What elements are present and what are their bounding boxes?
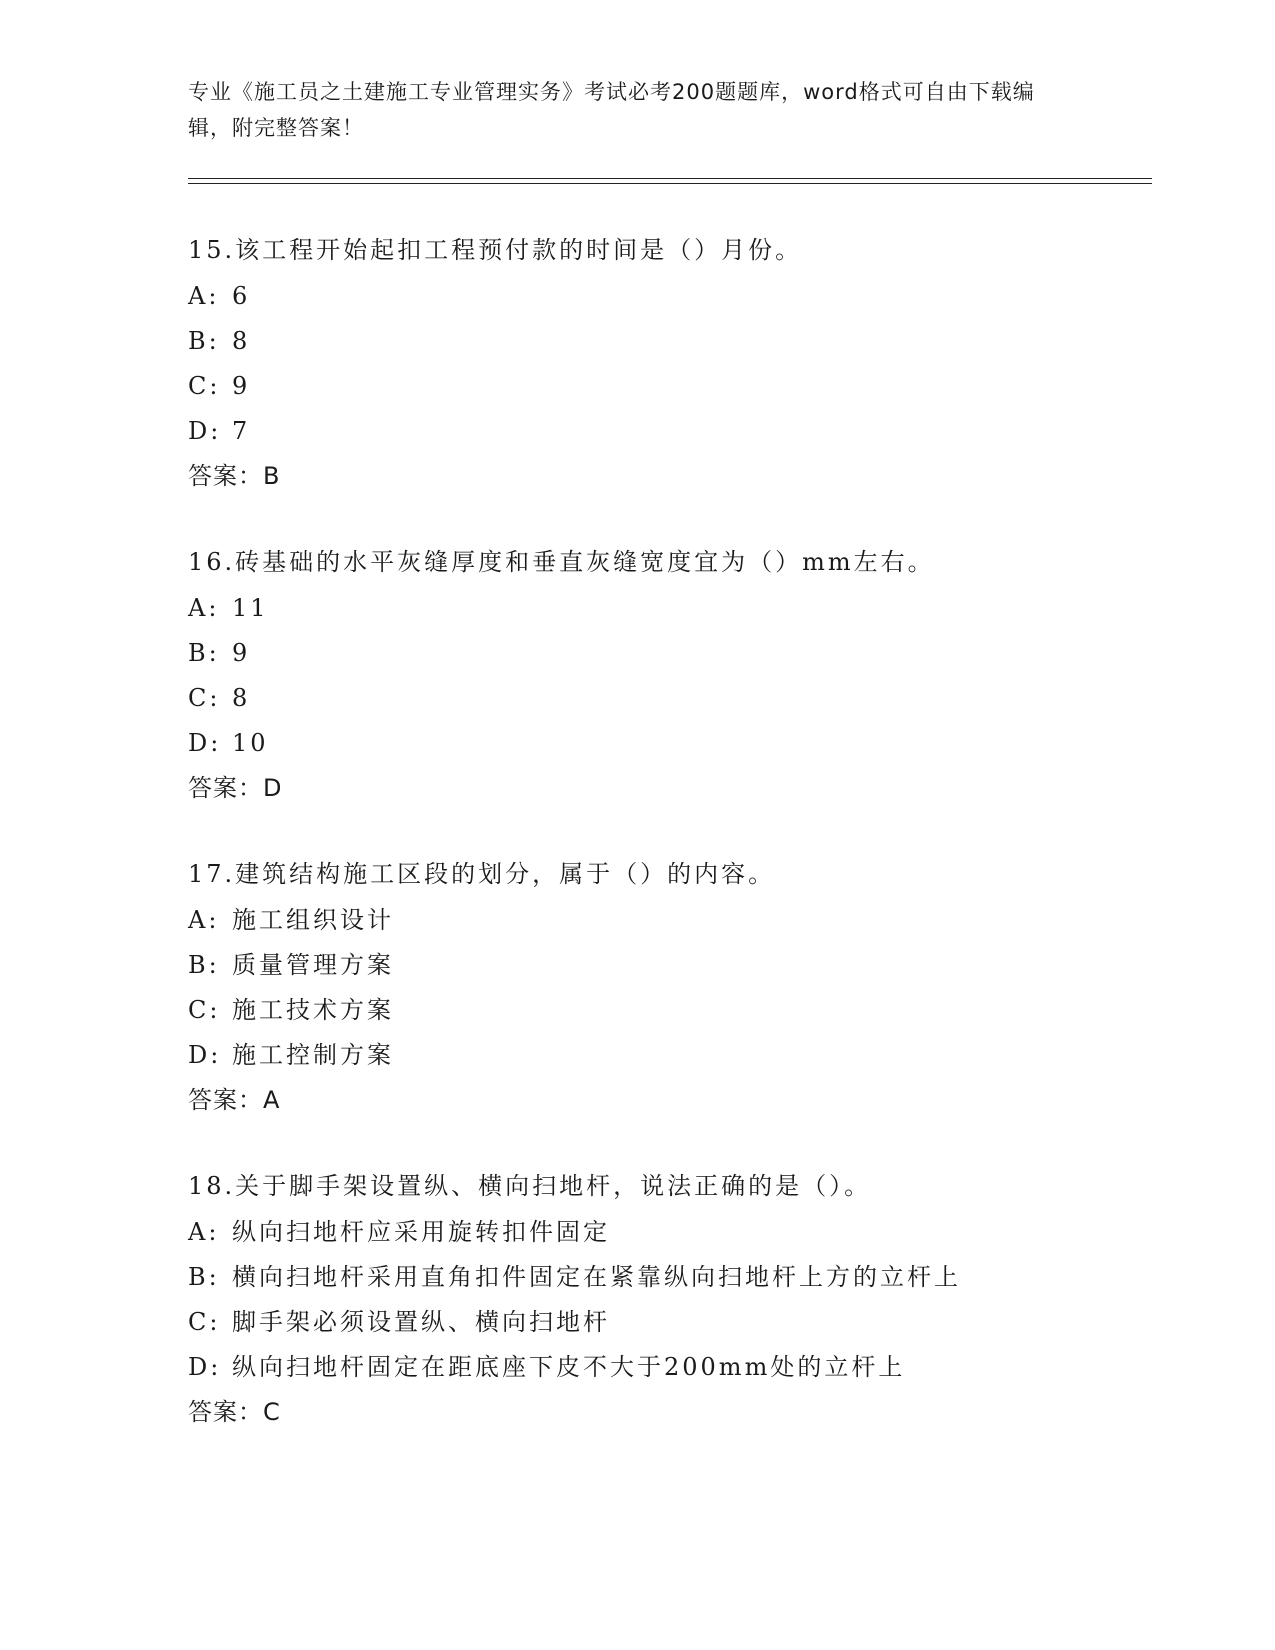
option-a: [188, 280, 1148, 325]
header-divider-bottom: [188, 183, 1152, 184]
question-16: [188, 546, 1148, 808]
option-text: 8: [232, 327, 251, 355]
option-a: [188, 592, 1148, 637]
option-key: D:: [188, 1353, 222, 1381]
option-key: B:: [188, 327, 220, 355]
question-stem: 18.关于脚手架设置纵、横向扫地杆，说法正确的是（）。: [188, 1172, 872, 1200]
option-key: C:: [188, 684, 221, 712]
answer-line: 答案：D: [188, 774, 283, 802]
option-b: [188, 1261, 1148, 1306]
question-stem: 15.该工程开始起扣工程预付款的时间是（）月份。: [188, 236, 803, 264]
option-text: 脚手架必须设置纵、横向扫地杆: [232, 1308, 610, 1336]
option-key: A:: [188, 1218, 220, 1246]
option-text: 纵向扫地杆固定在距底座下皮不大于200mm处的立杆上: [232, 1353, 906, 1381]
answer-line: 答案：B: [188, 462, 281, 490]
option-text: 10: [232, 729, 269, 757]
option-b: [188, 325, 1148, 370]
answer-line: 答案：C: [188, 1398, 281, 1426]
option-key: C:: [188, 996, 221, 1024]
question-18: [188, 1170, 1148, 1432]
option-text: 9: [232, 639, 251, 667]
option-text: 7: [232, 417, 251, 445]
option-c: [188, 370, 1148, 415]
option-key: A:: [188, 594, 220, 622]
option-d: [188, 727, 1148, 772]
question-stem: 17.建筑结构施工区段的划分，属于（）的内容。: [188, 860, 776, 888]
option-text: 施工控制方案: [232, 1041, 394, 1069]
option-key: B:: [188, 639, 220, 667]
option-key: A:: [188, 282, 220, 310]
option-d: [188, 1039, 1148, 1084]
option-key: C:: [188, 372, 221, 400]
option-text: 施工组织设计: [232, 906, 394, 934]
option-key: D:: [188, 729, 222, 757]
header-divider-top: [188, 178, 1152, 179]
option-d: [188, 415, 1148, 460]
option-a: [188, 904, 1148, 949]
option-d: [188, 1351, 1148, 1396]
option-key: A:: [188, 906, 220, 934]
option-c: [188, 682, 1148, 727]
option-text: 11: [232, 594, 269, 622]
option-key: D:: [188, 417, 222, 445]
option-key: B:: [188, 951, 220, 979]
question-15: [188, 234, 1148, 496]
option-text: 9: [232, 372, 251, 400]
option-key: D:: [188, 1041, 222, 1069]
option-a: [188, 1216, 1148, 1261]
option-text: 6: [232, 282, 251, 310]
option-text: 质量管理方案: [232, 951, 394, 979]
answer-line: 答案：A: [188, 1086, 281, 1114]
option-text: 纵向扫地杆应采用旋转扣件固定: [232, 1218, 610, 1246]
option-c: [188, 1306, 1148, 1351]
option-text: 施工技术方案: [232, 996, 394, 1024]
option-c: [188, 994, 1148, 1039]
option-key: C:: [188, 1308, 221, 1336]
question-list: [188, 234, 1148, 1482]
question-stem: 16.砖基础的水平灰缝厚度和垂直灰缝宽度宜为（）mm左右。: [188, 548, 935, 576]
option-b: [188, 949, 1148, 994]
option-key: B:: [188, 1263, 220, 1291]
option-text: 8: [232, 684, 251, 712]
question-17: [188, 858, 1148, 1120]
option-b: [188, 637, 1148, 682]
option-text: 横向扫地杆采用直角扣件固定在紧靠纵向扫地杆上方的立杆上: [232, 1263, 961, 1291]
document-header: 专业《施工员之土建施工专业管理实务》考试必考200题题库，word格式可自由下载编辑，附完整答案！: [188, 80, 1035, 140]
